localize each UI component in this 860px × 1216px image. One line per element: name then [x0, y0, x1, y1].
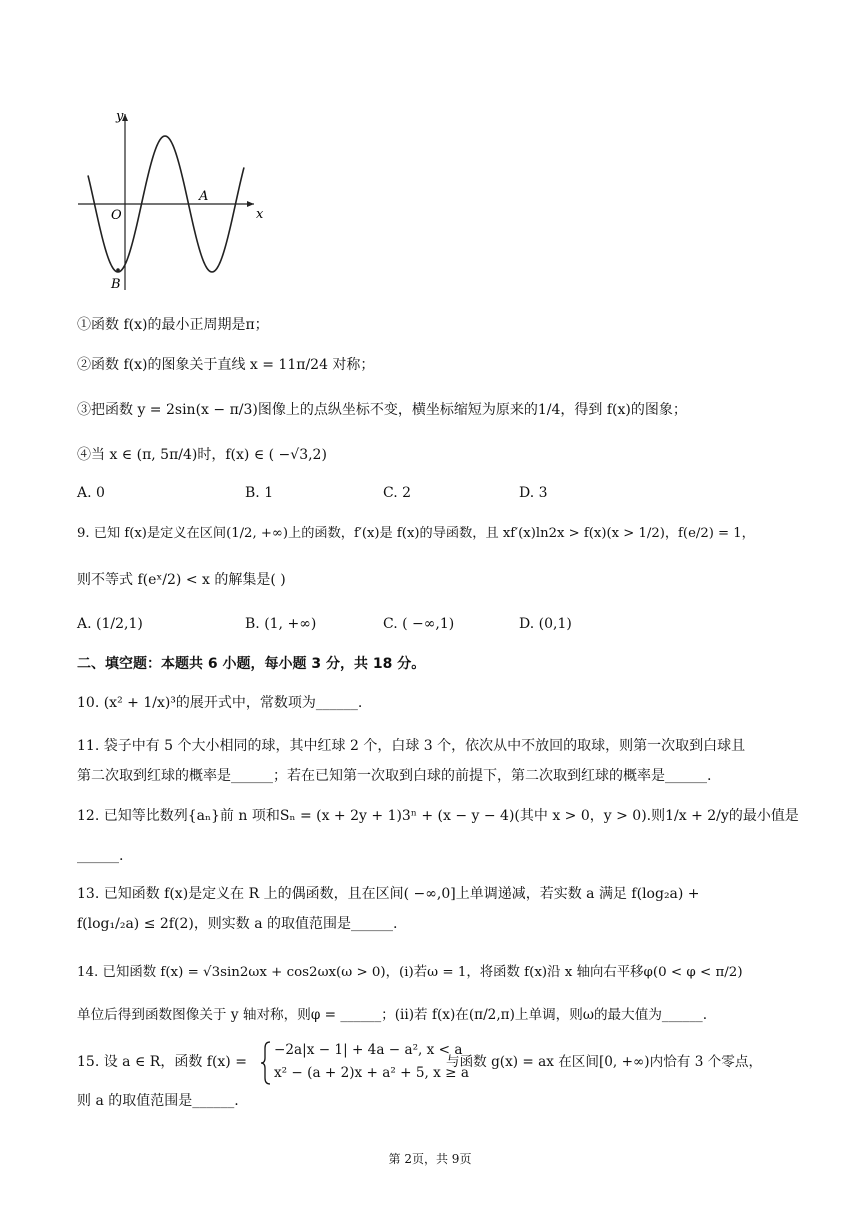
q8-option-c: C. 2 [383, 485, 412, 501]
q11-line-2: 第二次取到红球的概率是______；若在已知第一次取到白球的前提下，第二次取到红球的概率是______. [77, 768, 712, 784]
q12-line-1: 12. 已知等比数列{aₙ}前 n 项和Sₙ = (x + 2y + 1)3ⁿ + (x − y − 4)(其中 x > 0，y > 0).则1/x + 2/y的最小值是 [77, 808, 799, 824]
point-b-dot [116, 268, 120, 272]
section-2-heading: 二、填空题：本题共 6 小题，每小题 3 分，共 18 分。 [77, 656, 426, 672]
q15-line-1b: 与函数 g(x) = ax 在区间[0, +∞)内恰有 3 个零点， [446, 1054, 763, 1070]
q9-line-2: 则不等式 f(eˣ/2) < x 的解集是( ) [77, 572, 286, 588]
statement-1: ①函数 f(x)的最小正周期是π； [77, 317, 269, 333]
x-axis-arrow [247, 201, 254, 207]
x-axis-label: x [256, 207, 264, 222]
point-b-label: B [111, 277, 121, 292]
page-footer: 第 2页，共 9页 [388, 1152, 472, 1166]
q15-line-1a: 15. 设 a ∈ R，函数 f(x) = [77, 1054, 247, 1070]
q10-text: 10. (x² + 1/x)³的展开式中，常数项为______. [77, 695, 363, 711]
sine-graph [72, 108, 272, 298]
point-a-label: A [199, 189, 209, 204]
q8-option-a: A. 0 [77, 485, 105, 501]
q9-option-d: D. (0,1) [519, 616, 572, 632]
q15-line-2: 则 a 的取值范围是______. [77, 1093, 239, 1109]
origin-label: O [111, 208, 122, 223]
q14-line-1: 14. 已知函数 f(x) = √3sin2ωx + cos2ωx(ω > 0)，(i)若ω = 1，将函数 f(x)沿 x 轴向右平移φ(0 < φ < π/2) [77, 965, 743, 980]
q9-option-c: C. ( −∞,1) [383, 616, 455, 632]
q15-case-2: x² − (a + 2)x + a² + 5, x ≥ a [274, 1065, 469, 1081]
q15-brace [260, 1040, 272, 1086]
q12-line-2: ______. [77, 848, 124, 864]
q13-line-2: f(log₁/₂a) ≤ 2f(2)，则实数 a 的取值范围是______. [77, 916, 398, 932]
q9-option-a: A. (1/2,1) [77, 616, 143, 632]
q8-option-d: D. 3 [519, 485, 548, 501]
q8-option-b: B. 1 [245, 485, 274, 501]
statement-4: ④当 x ∈ (π, 5π/4)时，f(x) ∈ ( −√3,2) [77, 447, 327, 463]
q15-case-1: −2a|x − 1| + 4a − a², x < a [274, 1042, 463, 1058]
y-axis-label: y [116, 109, 124, 124]
q9-line-1: 9. 已知 f(x)是定义在区间(1/2, +∞)上的函数，f′(x)是 f(x)的导函数，且 xf′(x)ln2x > f(x)(x > 1/2)，f(e/2) = 1， [77, 526, 755, 541]
statement-3: ③把函数 y = 2sin(x − π/3)图像上的点纵坐标不变，横坐标缩短为原来的1/4，得到 f(x)的图象； [77, 402, 687, 418]
q13-line-1: 13. 已知函数 f(x)是定义在 R 上的偶函数，且在区间( −∞,0]上单调递减，若实数 a 满足 f(log₂a) + [77, 886, 700, 902]
q14-line-2: 单位后得到函数图像关于 y 轴对称，则φ = ______；(ii)若 f(x)在(π/2,π)上单调，则ω的最大值为______. [77, 1007, 708, 1023]
q11-line-1: 11. 袋子中有 5 个大小相同的球，其中红球 2 个，白球 3 个，依次从中不放回的取球，则第一次取到白球且 [77, 738, 746, 754]
statement-2: ②函数 f(x)的图象关于直线 x = 11π/24 对称； [77, 357, 375, 373]
q9-option-b: B. (1, +∞) [245, 616, 317, 632]
